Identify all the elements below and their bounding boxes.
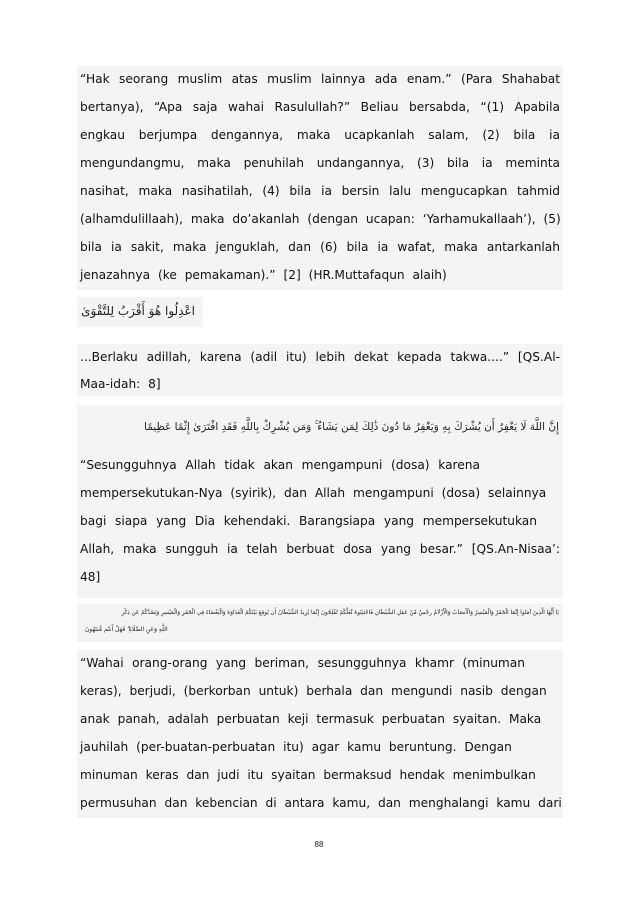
paragraph-1-line: engkau berjumpa dengannya, maka ucapkanlah salam, (2) bila ia bbox=[80, 128, 560, 142]
paragraph-4-line: anak panah, adalah perbuatan keji termasuk perbuatan syaitan. Maka bbox=[80, 712, 542, 726]
paragraph-2-line: Maa-idah: 8] bbox=[80, 377, 161, 391]
arabic-verse-3-box bbox=[77, 604, 563, 642]
arabic-verse-3-line-2: اللَّهِ وَعَنِ الصَّلَاةِ ۖ فَهَلْ أَنتُم مُّنتَهُونَ bbox=[85, 626, 168, 633]
paragraph-3-line: Allah, maka sungguh ia telah berbuat dosa yang besar.” [QS.An-Nisaa’: bbox=[80, 542, 560, 556]
paragraph-4-line: “Wahai orang-orang yang beriman, sesungguhnya khamr (minuman bbox=[80, 656, 525, 670]
paragraph-1-line: nasihat, maka nasihatilah, (4) bila ia bersin lalu mengucapkan tahmid bbox=[80, 184, 560, 198]
arabic-verse-3-line-1: يَا أَيُّهَا الَّذِينَ آمَنُوا إِنَّمَا الْخَمْرُ وَالْمَيْسِرُ وَالْأَنصَابُ وَالْأَزْلَامُ رِجْسٌ مِّنْ عَمَلِ الشَّيْطَانِ فَاجْتَنِبُوهُ لَعَلَّكُمْ تُفْلِحُونَ إِنَّمَا يُرِيدُ الشَّيْطَانُ أَن يُوقِعَ بَيْنَكُمُ الْعَدَاوَةَ وَالْبَغْضَاءَ فِي الْخَمْرِ وَالْمَيْسِرِ وَيَصُدَّكُمْ عَن ذِكْرِ bbox=[121, 610, 559, 616]
paragraph-1-line: (alhamdulillaah), maka do’akanlah (dengan ucapan: ‘Yarhamukallaah’), (5) bbox=[80, 212, 561, 226]
paragraph-4-line: minuman keras dan judi itu syaitan bermaksud hendak menimbulkan bbox=[80, 768, 536, 782]
paragraph-1-line: mengundangmu, maka penuhilah undangannya, (3) bila ia meminta bbox=[80, 156, 560, 170]
paragraph-2-line: ...Berlaku adillah, karena (adil itu) lebih dekat kepada takwa....” [QS.Al- bbox=[80, 350, 560, 364]
paragraph-1-line: jenazahnya (ke pemakaman).” [2] (HR.Muttafaqun alaih) bbox=[80, 268, 447, 282]
arabic-verse-1-box bbox=[77, 297, 203, 327]
paragraph-4-line: jauhilah (per-buatan-perbuatan itu) agar kamu beruntung. Dengan bbox=[80, 740, 512, 754]
paragraph-4-line: keras), berjudi, (berkorban untuk) berhala dan mengundi nasib dengan bbox=[80, 684, 547, 698]
paragraph-3-line: “Sesungguhnya Allah tidak akan mengampuni (dosa) karena bbox=[80, 458, 480, 472]
arabic-verse-1: اعْدِلُوا هُوَ أَقْرَبُ لِلتَّقْوَىٰ bbox=[81, 304, 195, 318]
paragraph-4-line: permusuhan dan kebencian di antara kamu, dan menghalangi kamu dari bbox=[80, 796, 562, 810]
paragraph-1-line: “Hak seorang muslim atas muslim lainnya ada enam.” (Para Shahabat bbox=[80, 72, 560, 86]
page-number: 88 bbox=[314, 840, 324, 849]
arabic-verse-2: إِنَّ اللَّهَ لَا يَغْفِرُ أَن يُشْرَكَ بِهِ وَيَغْفِرُ مَا دُونَ ذَٰلِكَ لِمَن يَشَاءُ ۚ وَمَن يُشْرِكْ بِاللَّهِ فَقَدِ افْتَرَىٰ إِثْمًا عَظِيمًا bbox=[144, 421, 559, 433]
arabic-verse-2-box bbox=[77, 405, 563, 455]
paragraph-3-line: bagi siapa yang Dia kehendaki. Barangsiapa yang mempersekutukan bbox=[80, 514, 537, 528]
paragraph-4-background bbox=[77, 650, 563, 818]
paragraph-1-line: bertanya), “Apa saja wahai Rasulullah?” Beliau bersabda, “(1) Apabila bbox=[80, 100, 560, 114]
paragraph-3-line: mempersekutukan-Nya (syirik), dan Allah mengampuni (dosa) selainnya bbox=[80, 486, 547, 500]
paragraph-1-line: bila ia sakit, maka jenguklah, dan (6) bila ia wafat, maka antarkanlah bbox=[80, 240, 560, 254]
paragraph-3-line: 48] bbox=[80, 570, 101, 584]
